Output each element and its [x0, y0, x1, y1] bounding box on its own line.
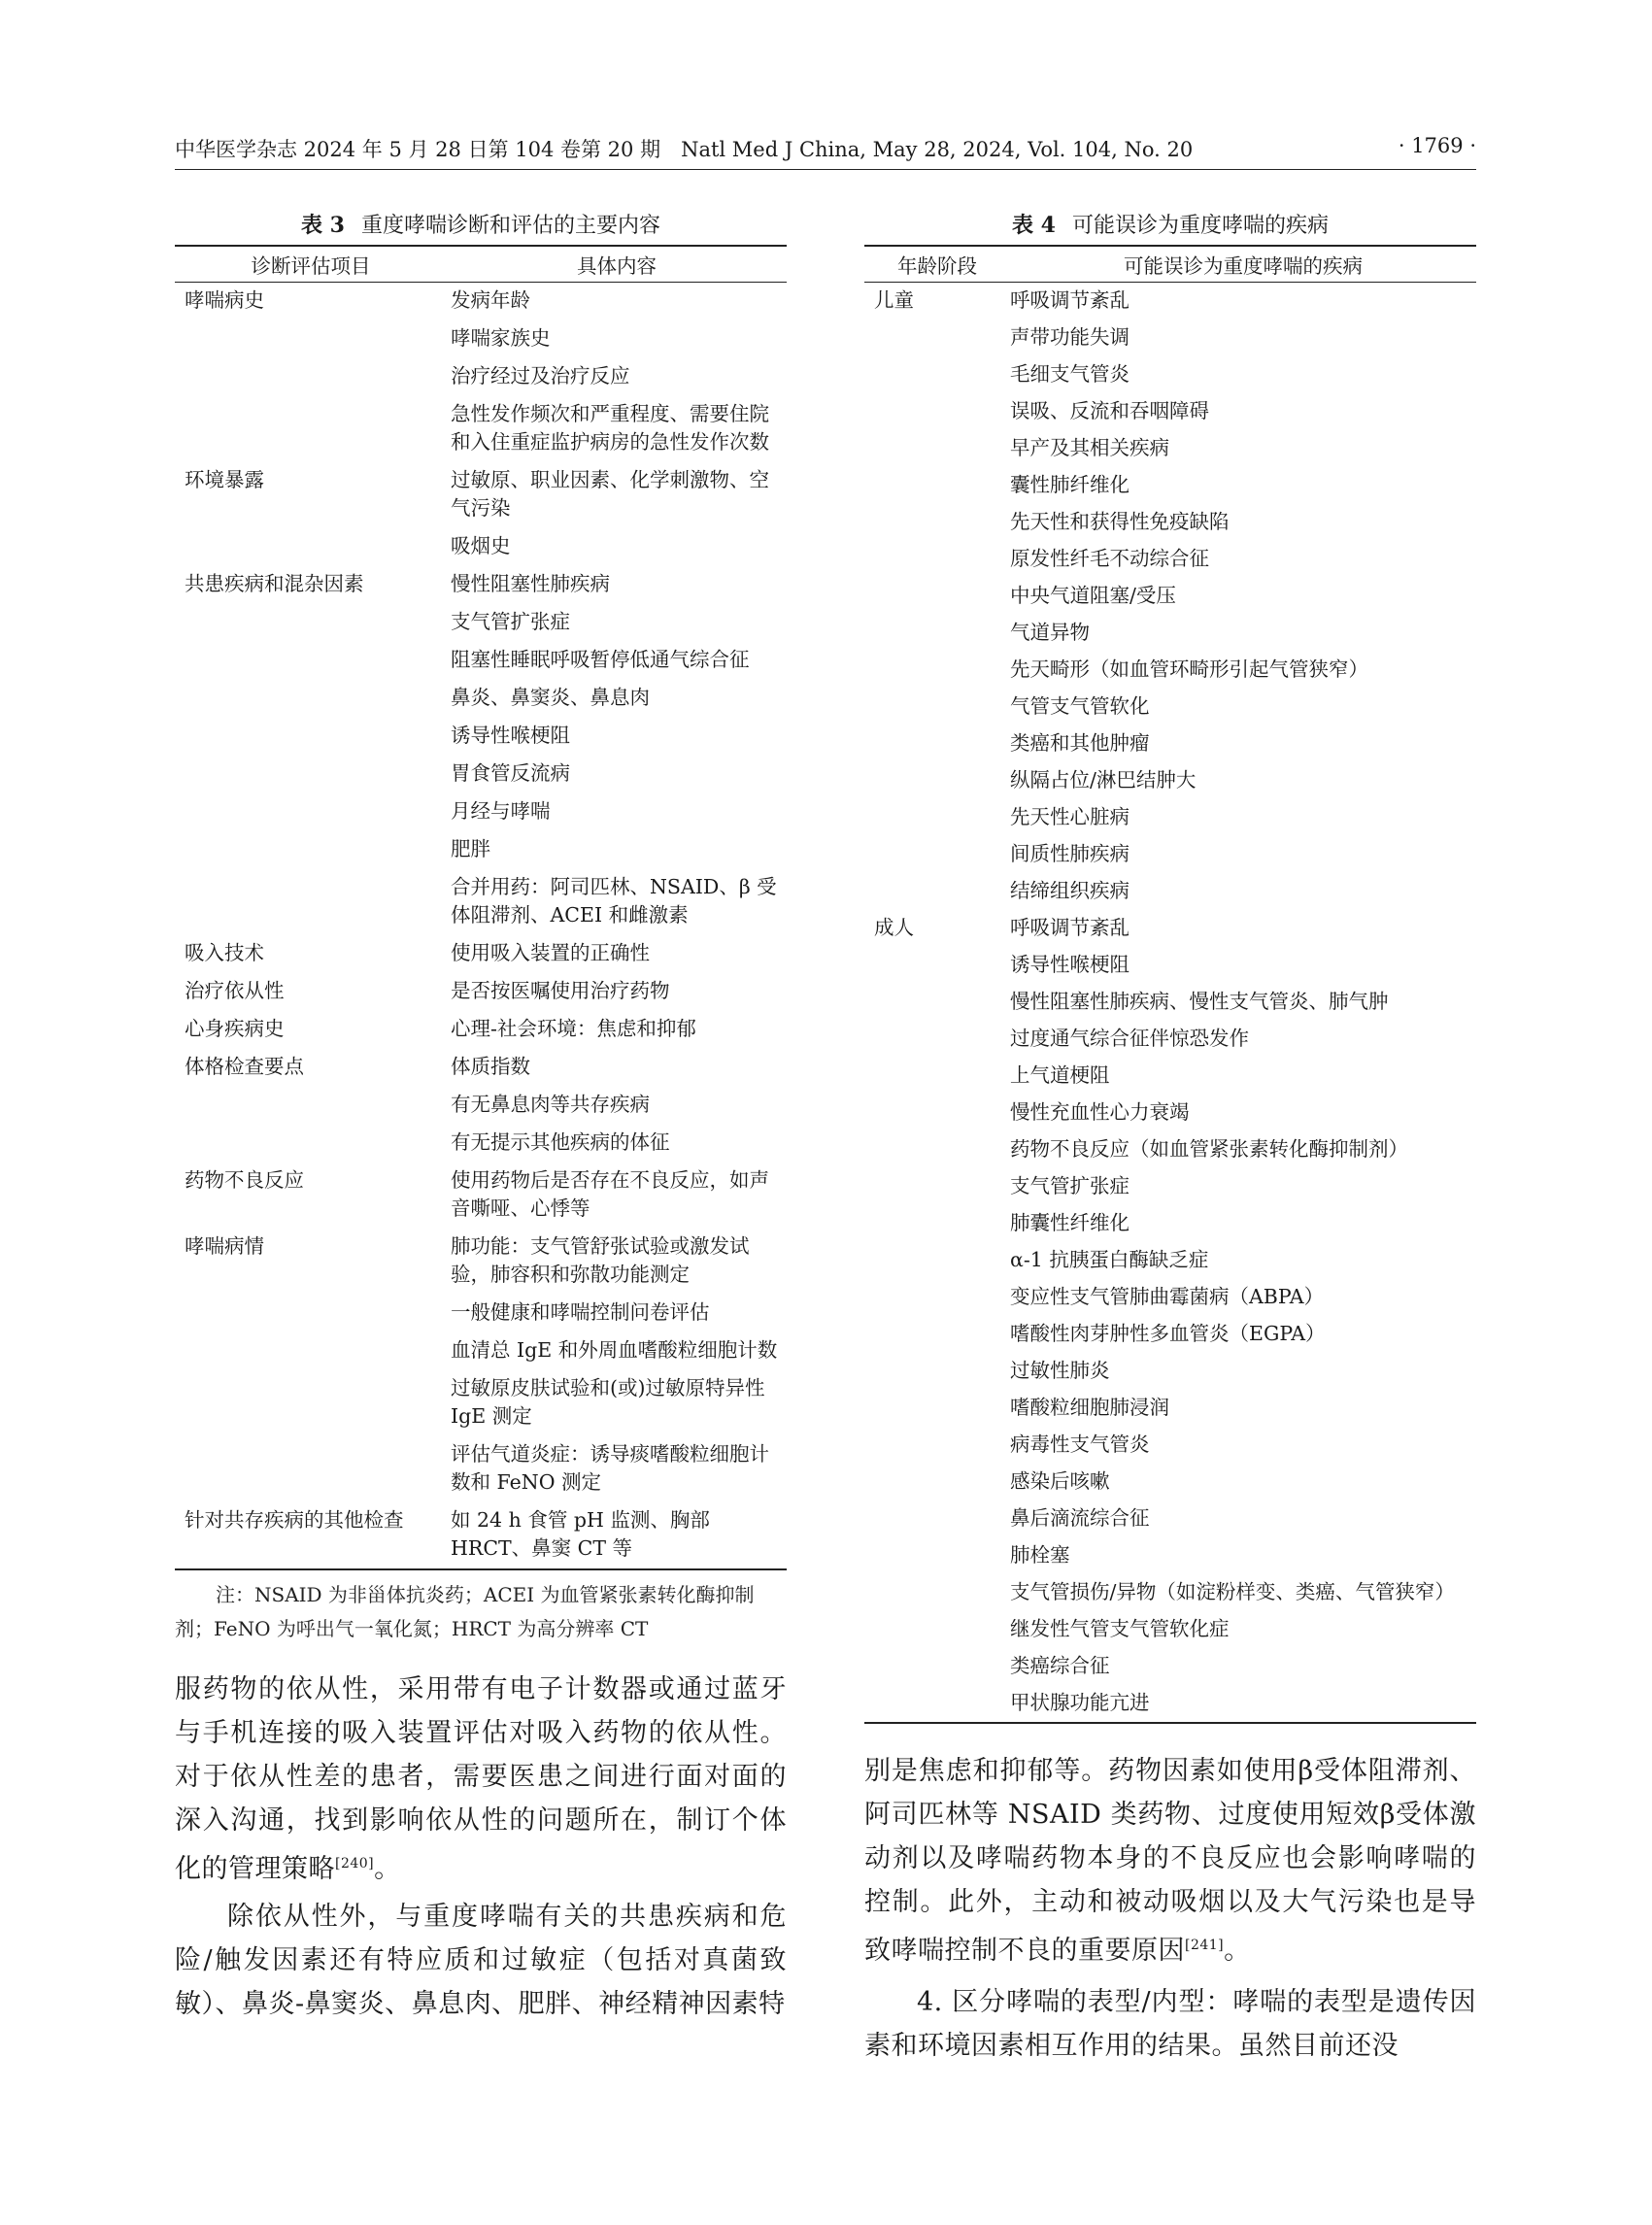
table4-category-cell — [864, 1058, 1010, 1095]
table4-row — [864, 1095, 1476, 1131]
table4-row — [864, 1611, 1476, 1648]
table4-content-cell: 呼吸调节紊乱 — [1010, 916, 1129, 939]
table4-content-cell: 肺囊性纤维化 — [1010, 1211, 1129, 1234]
table3-content-cell: 肺功能：支气管舒张试验或激发试验，肺容积和弥散功能测定 — [451, 1234, 750, 1286]
table4-row — [864, 504, 1476, 541]
table3-note: 注：NSAID 为非甾体抗炎药；ACEI 为血管紧张素转化酶抑制剂；FeNO 为呼出气一氧化氮；HRCT 为高分辨率 CT — [175, 1583, 755, 1640]
table3-category-cell — [175, 1332, 447, 1370]
table4-content-cell: 甲状腺功能亢进 — [1010, 1685, 1476, 1723]
table3-row — [175, 604, 787, 642]
table3-content-cell: 有无提示其他疾病的体征 — [451, 1130, 670, 1154]
table3-row — [175, 1502, 787, 1569]
table4-category-cell — [864, 615, 1010, 652]
table3-category-cell — [175, 1436, 447, 1502]
table3-row — [175, 1229, 787, 1295]
table4-category-cell — [864, 689, 1010, 725]
table3-category-cell — [175, 396, 447, 462]
table3-category-cell — [175, 1087, 447, 1125]
table4-row — [864, 725, 1476, 762]
table3-category-cell: 心身疾病史 — [185, 1017, 285, 1040]
table4-content-cell: 先天畸形（如血管环畸形引起气管狭窄） — [1010, 657, 1368, 681]
table4-content-cell: 感染后咳嗽 — [1010, 1469, 1110, 1493]
table4-row — [864, 1242, 1476, 1279]
table4-category-cell — [864, 1390, 1010, 1427]
table3-row — [175, 831, 787, 869]
table3-row — [175, 1163, 787, 1229]
table3-row — [175, 396, 787, 462]
table3-header-row — [175, 246, 787, 283]
table3-row — [175, 869, 787, 935]
table4-row — [864, 1427, 1476, 1464]
table3-row — [175, 1087, 787, 1125]
table4-content-cell: 声带功能失调 — [1010, 325, 1129, 349]
table4-category-cell — [864, 504, 1010, 541]
table3-content-cell: 肥胖 — [451, 837, 490, 860]
left-body-text — [175, 1668, 787, 2026]
table3-row — [175, 358, 787, 396]
table4-content-cell: 肺栓塞 — [1010, 1543, 1070, 1567]
table4-row — [864, 615, 1476, 652]
table3-content-cell: 吸烟史 — [451, 534, 511, 557]
table4-content-cell: 纵隔占位/淋巴结肿大 — [1010, 768, 1197, 792]
table4-content-cell: 类癌综合征 — [1010, 1654, 1110, 1677]
table4-title: 可能误诊为重度哮喘的疾病 — [1071, 214, 1329, 238]
table3-row — [175, 1125, 787, 1163]
page-number: · 1769 · — [1398, 134, 1476, 157]
table4-content-cell: 慢性阻塞性肺疾病、慢性支气管炎、肺气肿 — [1010, 990, 1389, 1013]
table3-content-cell: 有无鼻息肉等共存疾病 — [451, 1093, 650, 1116]
table3-content-cell: 慢性阻塞性肺疾病 — [451, 572, 610, 595]
table4-content-cell: 类癌和其他肿瘤 — [1010, 731, 1150, 755]
table4 — [864, 245, 1476, 1724]
table3-row — [175, 462, 787, 528]
table3-category-cell — [175, 869, 447, 935]
right-paragraph-1-text: 别是焦虑和抑郁等。药物因素如使用β受体阻滞剂、阿司匹林等 NSAID 类药物、过度使用短效β受体激动剂以及哮喘药物本身的不良反应也会影响哮喘的控制。此外，主动和被动吸烟以及大气污染也是导致哮喘控制不良的重要原因 — [864, 1756, 1476, 1966]
left-paragraph-1-end: 。 — [374, 1854, 401, 1884]
right-paragraph-1-end: 。 — [1224, 1936, 1251, 1966]
table4-content-cell: 气道异物 — [1010, 621, 1090, 644]
table4-row — [864, 1316, 1476, 1353]
table3-category-cell — [175, 718, 447, 756]
table4-header-age: 年龄阶段 — [864, 246, 1010, 283]
table4-row — [864, 541, 1476, 578]
table4-row — [864, 1168, 1476, 1205]
table3-row — [175, 1370, 787, 1436]
left-paragraph-2: 除依从性外，与重度哮喘有关的共患疾病和危险/触发因素还有特应质和过敏症（包括对真菌致敏）、鼻炎-鼻窦炎、鼻息肉、肥胖、神经精神因素特 — [175, 1902, 787, 2019]
table4-category-cell — [864, 1279, 1010, 1316]
table4-row — [864, 1058, 1476, 1095]
table3-row — [175, 1295, 787, 1332]
table3-category-cell: 体格检查要点 — [185, 1055, 304, 1078]
table4-row — [864, 356, 1476, 393]
table3-content-cell: 哮喘家族史 — [451, 326, 551, 350]
table4-row — [864, 1279, 1476, 1316]
left-paragraph-1 — [175, 1668, 787, 1891]
table4-row — [864, 1353, 1476, 1390]
table4-content-cell: 呼吸调节紊乱 — [1010, 288, 1129, 312]
table3-label: 表 3 — [301, 213, 345, 238]
table4-row — [864, 430, 1476, 467]
table4-header-row — [864, 246, 1476, 283]
table3-content-cell: 体质指数 — [451, 1055, 530, 1078]
table4-row — [864, 1021, 1476, 1058]
table4-content-cell: 间质性肺疾病 — [1010, 842, 1129, 865]
table3-row — [175, 1049, 787, 1087]
table4-category-cell — [864, 799, 1010, 836]
table4-row — [864, 1537, 1476, 1574]
table4-content-cell: 支气管损伤/异物（如淀粉样变、类癌、气管狭窄） — [1010, 1580, 1455, 1603]
table4-category-cell — [864, 1131, 1010, 1168]
table4-caption — [864, 206, 1476, 245]
table3-content-cell: 月经与哮喘 — [451, 799, 551, 823]
table4-row — [864, 320, 1476, 356]
table4-row — [864, 467, 1476, 504]
table3-header-item: 诊断评估项目 — [175, 246, 447, 283]
table4-content-cell: 鼻后滴流综合征 — [1010, 1506, 1150, 1530]
table4-content-cell: 支气管扩张症 — [1010, 1174, 1129, 1197]
table4-row — [864, 910, 1476, 947]
table4-row — [864, 689, 1476, 725]
table4-category-cell — [864, 1205, 1010, 1242]
table3-content-cell: 急性发作频次和严重程度、需要住院和入住重症监护病房的急性发作次数 — [451, 402, 769, 454]
table4-row — [864, 393, 1476, 430]
table3-category-cell: 哮喘病情 — [185, 1234, 264, 1258]
table4-content-cell: 药物不良反应（如血管紧张素转化酶抑制剂） — [1010, 1137, 1408, 1161]
table3-row — [175, 320, 787, 358]
table4-row — [864, 947, 1476, 984]
table3-content-cell: 血清总 IgE 和外周血嗜酸粒细胞计数 — [451, 1338, 778, 1362]
table4-category-cell — [864, 578, 1010, 615]
table3-caption — [175, 206, 787, 245]
table4-content-cell: 误吸、反流和吞咽障碍 — [1010, 399, 1209, 422]
table3-content-cell: 合并用药：阿司匹林、NSAID、β 受体阻滞剂、ACEI 和雌激素 — [451, 875, 777, 927]
table4-content-cell: 囊性肺纤维化 — [1010, 473, 1129, 496]
table4-row — [864, 1685, 1476, 1723]
table3-category-cell — [175, 680, 447, 718]
table4-category-cell — [864, 1427, 1010, 1464]
table3-content-cell: 使用吸入装置的正确性 — [451, 941, 650, 964]
table3-header-content: 具体内容 — [447, 246, 787, 283]
table4-row — [864, 283, 1476, 320]
table4-content-cell: 上气道梗阻 — [1010, 1063, 1110, 1087]
table4-row — [864, 1464, 1476, 1500]
table4-row — [864, 1390, 1476, 1427]
table4-header-disease: 可能误诊为重度哮喘的疾病 — [1010, 246, 1476, 283]
table3-category-cell — [175, 1295, 447, 1332]
table4-body — [864, 283, 1476, 1724]
table3-content-cell: 胃食管反流病 — [451, 761, 570, 785]
table4-content-cell: 先天性心脏病 — [1010, 805, 1129, 828]
table4-category-cell — [864, 1574, 1010, 1611]
table3-row — [175, 756, 787, 793]
table4-content-cell: α-1 抗胰蛋白酶缺乏症 — [1010, 1248, 1209, 1271]
table3-category-cell: 共患疾病和混杂因素 — [185, 572, 364, 595]
table3-row — [175, 793, 787, 831]
table4-row — [864, 762, 1476, 799]
table3-category-cell — [175, 793, 447, 831]
table4-content-cell: 过度通气综合征伴惊恐发作 — [1010, 1027, 1249, 1050]
table4-content-cell: 结缔组织疾病 — [1010, 879, 1129, 902]
table3-row — [175, 283, 787, 321]
table3-row — [175, 528, 787, 566]
table3-content-cell: 是否按医嘱使用治疗药物 — [451, 979, 670, 1002]
table4-category-cell — [864, 1648, 1010, 1685]
table4-row — [864, 799, 1476, 836]
table4-category-cell — [864, 725, 1010, 762]
table4-category-cell — [864, 1464, 1010, 1500]
table3-category-cell: 药物不良反应 — [185, 1168, 304, 1192]
table3-content-cell: 鼻炎、鼻窦炎、鼻息肉 — [451, 686, 650, 709]
table4-row — [864, 1648, 1476, 1685]
table4-content-cell: 继发性气管支气管软化症 — [1010, 1617, 1230, 1640]
table3-category-cell — [175, 1370, 447, 1436]
table4-category-cell — [864, 1353, 1010, 1390]
table3-category-cell — [175, 756, 447, 793]
citation-241: [241] — [1185, 1938, 1225, 1953]
table4-category-cell — [864, 1537, 1010, 1574]
table4-category-cell — [864, 541, 1010, 578]
right-body-text — [864, 1749, 1476, 2068]
table3-row — [175, 642, 787, 680]
table3-category-cell: 治疗依从性 — [185, 979, 285, 1002]
table4-category-cell — [864, 356, 1010, 393]
table4-row — [864, 578, 1476, 615]
table3-category-cell — [175, 528, 447, 566]
table4-category-cell — [864, 873, 1010, 910]
table3-body — [175, 283, 787, 1570]
table4-category-cell — [864, 1021, 1010, 1058]
header-rule — [175, 169, 1476, 170]
table3-content-cell: 诱导性喉梗阻 — [451, 724, 570, 747]
table4-content-cell: 中央气道阻塞/受压 — [1010, 584, 1176, 607]
table4-content-cell: 嗜酸性肉芽肿性多血管炎（EGPA） — [1010, 1322, 1326, 1345]
table3-row — [175, 935, 787, 973]
table3-row — [175, 718, 787, 756]
table4-content-cell: 早产及其相关疾病 — [1010, 436, 1169, 459]
table4-category-cell — [864, 393, 1010, 430]
table3-category-cell — [175, 1125, 447, 1163]
table4-category-cell: 成人 — [874, 916, 914, 939]
table3-content-cell: 过敏原、职业因素、化学刺激物、空气污染 — [451, 468, 769, 520]
table4-category-cell — [864, 1242, 1010, 1279]
table4-category-cell — [864, 652, 1010, 689]
table3-row — [175, 566, 787, 604]
table4-content-cell: 原发性纤毛不动综合征 — [1010, 547, 1209, 570]
table3-row — [175, 680, 787, 718]
table4-content-cell: 病毒性支气管炎 — [1010, 1433, 1150, 1456]
table4-row — [864, 873, 1476, 910]
right-paragraph-1 — [864, 1749, 1476, 1972]
table3-content-cell: 阻塞性睡眠呼吸暂停低通气综合征 — [451, 648, 750, 671]
table4-content-cell: 变应性支气管肺曲霉菌病（ABPA） — [1010, 1285, 1325, 1308]
table3-row — [175, 1436, 787, 1502]
table4-content-cell: 嗜酸粒细胞肺浸润 — [1010, 1396, 1169, 1419]
table4-category-cell — [864, 984, 1010, 1021]
table4-category-cell — [864, 467, 1010, 504]
table3-content-cell: 评估气道炎症：诱导痰嗜酸粒细胞计数和 FeNO 测定 — [451, 1442, 769, 1494]
table4-category-cell — [864, 762, 1010, 799]
table3-category-cell: 针对共存疾病的其他检查 — [175, 1502, 447, 1569]
table3-category-cell — [175, 604, 447, 642]
table4-category-cell — [864, 836, 1010, 873]
table3-content-cell: 过敏原皮肤试验和(或)过敏原特异性 IgE 测定 — [451, 1376, 765, 1428]
table4-row — [864, 1205, 1476, 1242]
table4-row — [864, 836, 1476, 873]
journal-citation: 中华医学杂志 2024 年 5 月 28 日第 104 卷第 20 期 Natl Med J China, May 28, 2024, Vol. 104, No. 20 — [175, 138, 1194, 161]
left-column — [175, 206, 787, 2026]
table3-category-cell — [175, 358, 447, 396]
table3-category-cell: 环境暴露 — [185, 468, 264, 491]
table3-title: 重度哮喘诊断和评估的主要内容 — [360, 214, 660, 238]
citation-240: [240] — [335, 1856, 375, 1871]
table3-category-cell — [175, 831, 447, 869]
table3-content-cell: 如 24 h 食管 pH 监测、胸部 HRCT、鼻窦 CT 等 — [447, 1502, 787, 1569]
table4-row — [864, 984, 1476, 1021]
table3-row — [175, 1332, 787, 1370]
table4-content-cell: 毛细支气管炎 — [1010, 362, 1129, 386]
table3 — [175, 245, 787, 1570]
table4-content-cell: 诱导性喉梗阻 — [1010, 953, 1129, 976]
table4-category-cell — [864, 430, 1010, 467]
table4-content-cell: 慢性充血性心力衰竭 — [1010, 1100, 1190, 1124]
table4-category-cell: 儿童 — [874, 288, 914, 312]
table4-content-cell: 气管支气管软化 — [1010, 694, 1150, 718]
table3-category-cell — [175, 320, 447, 358]
table3-content-cell: 支气管扩张症 — [451, 610, 570, 633]
table3-content-cell: 发病年龄 — [451, 288, 530, 312]
table4-row — [864, 1500, 1476, 1537]
table3-row — [175, 1011, 787, 1049]
table4-category-cell — [864, 1316, 1010, 1353]
table4-label: 表 4 — [1012, 213, 1056, 238]
table3-category-cell — [175, 642, 447, 680]
table3-category-cell: 吸入技术 — [185, 941, 264, 964]
table4-content-cell: 过敏性肺炎 — [1010, 1359, 1110, 1382]
table4-category-cell — [864, 1500, 1010, 1537]
table4-category-cell — [864, 1095, 1010, 1131]
table4-category-cell — [864, 320, 1010, 356]
right-paragraph-2: 4. 区分哮喘的表型/内型：哮喘的表型是遗传因素和环境因素相互作用的结果。虽然目前还没 — [864, 1987, 1476, 2061]
table3-content-cell: 使用药物后是否存在不良反应，如声音嘶哑、心悸等 — [451, 1168, 769, 1220]
table3-content-cell: 一般健康和哮喘控制问卷评估 — [451, 1300, 710, 1324]
table4-category-cell — [864, 1611, 1010, 1648]
table4-row — [864, 652, 1476, 689]
table4-category-cell — [864, 1685, 1010, 1723]
left-paragraph-1-text: 服药物的依从性，采用带有电子计数器或通过蓝牙与手机连接的吸入装置评估对吸入药物的依从性。对于依从性差的患者，需要医患之间进行面对面的深入沟通，找到影响依从性的问题所在，制订个体化的管理策略 — [175, 1674, 787, 1884]
table4-category-cell — [864, 1168, 1010, 1205]
table3-row — [175, 973, 787, 1011]
table4-category-cell — [864, 947, 1010, 984]
table3-category-cell: 哮喘病史 — [185, 288, 264, 312]
table4-row — [864, 1574, 1476, 1611]
right-column — [864, 206, 1476, 2068]
table4-row — [864, 1131, 1476, 1168]
running-header — [175, 134, 1476, 173]
table3-content-cell: 心理-社会环境：焦虑和抑郁 — [451, 1017, 696, 1040]
table4-content-cell: 先天性和获得性免疫缺陷 — [1010, 510, 1230, 533]
table3-content-cell: 治疗经过及治疗反应 — [451, 364, 630, 388]
